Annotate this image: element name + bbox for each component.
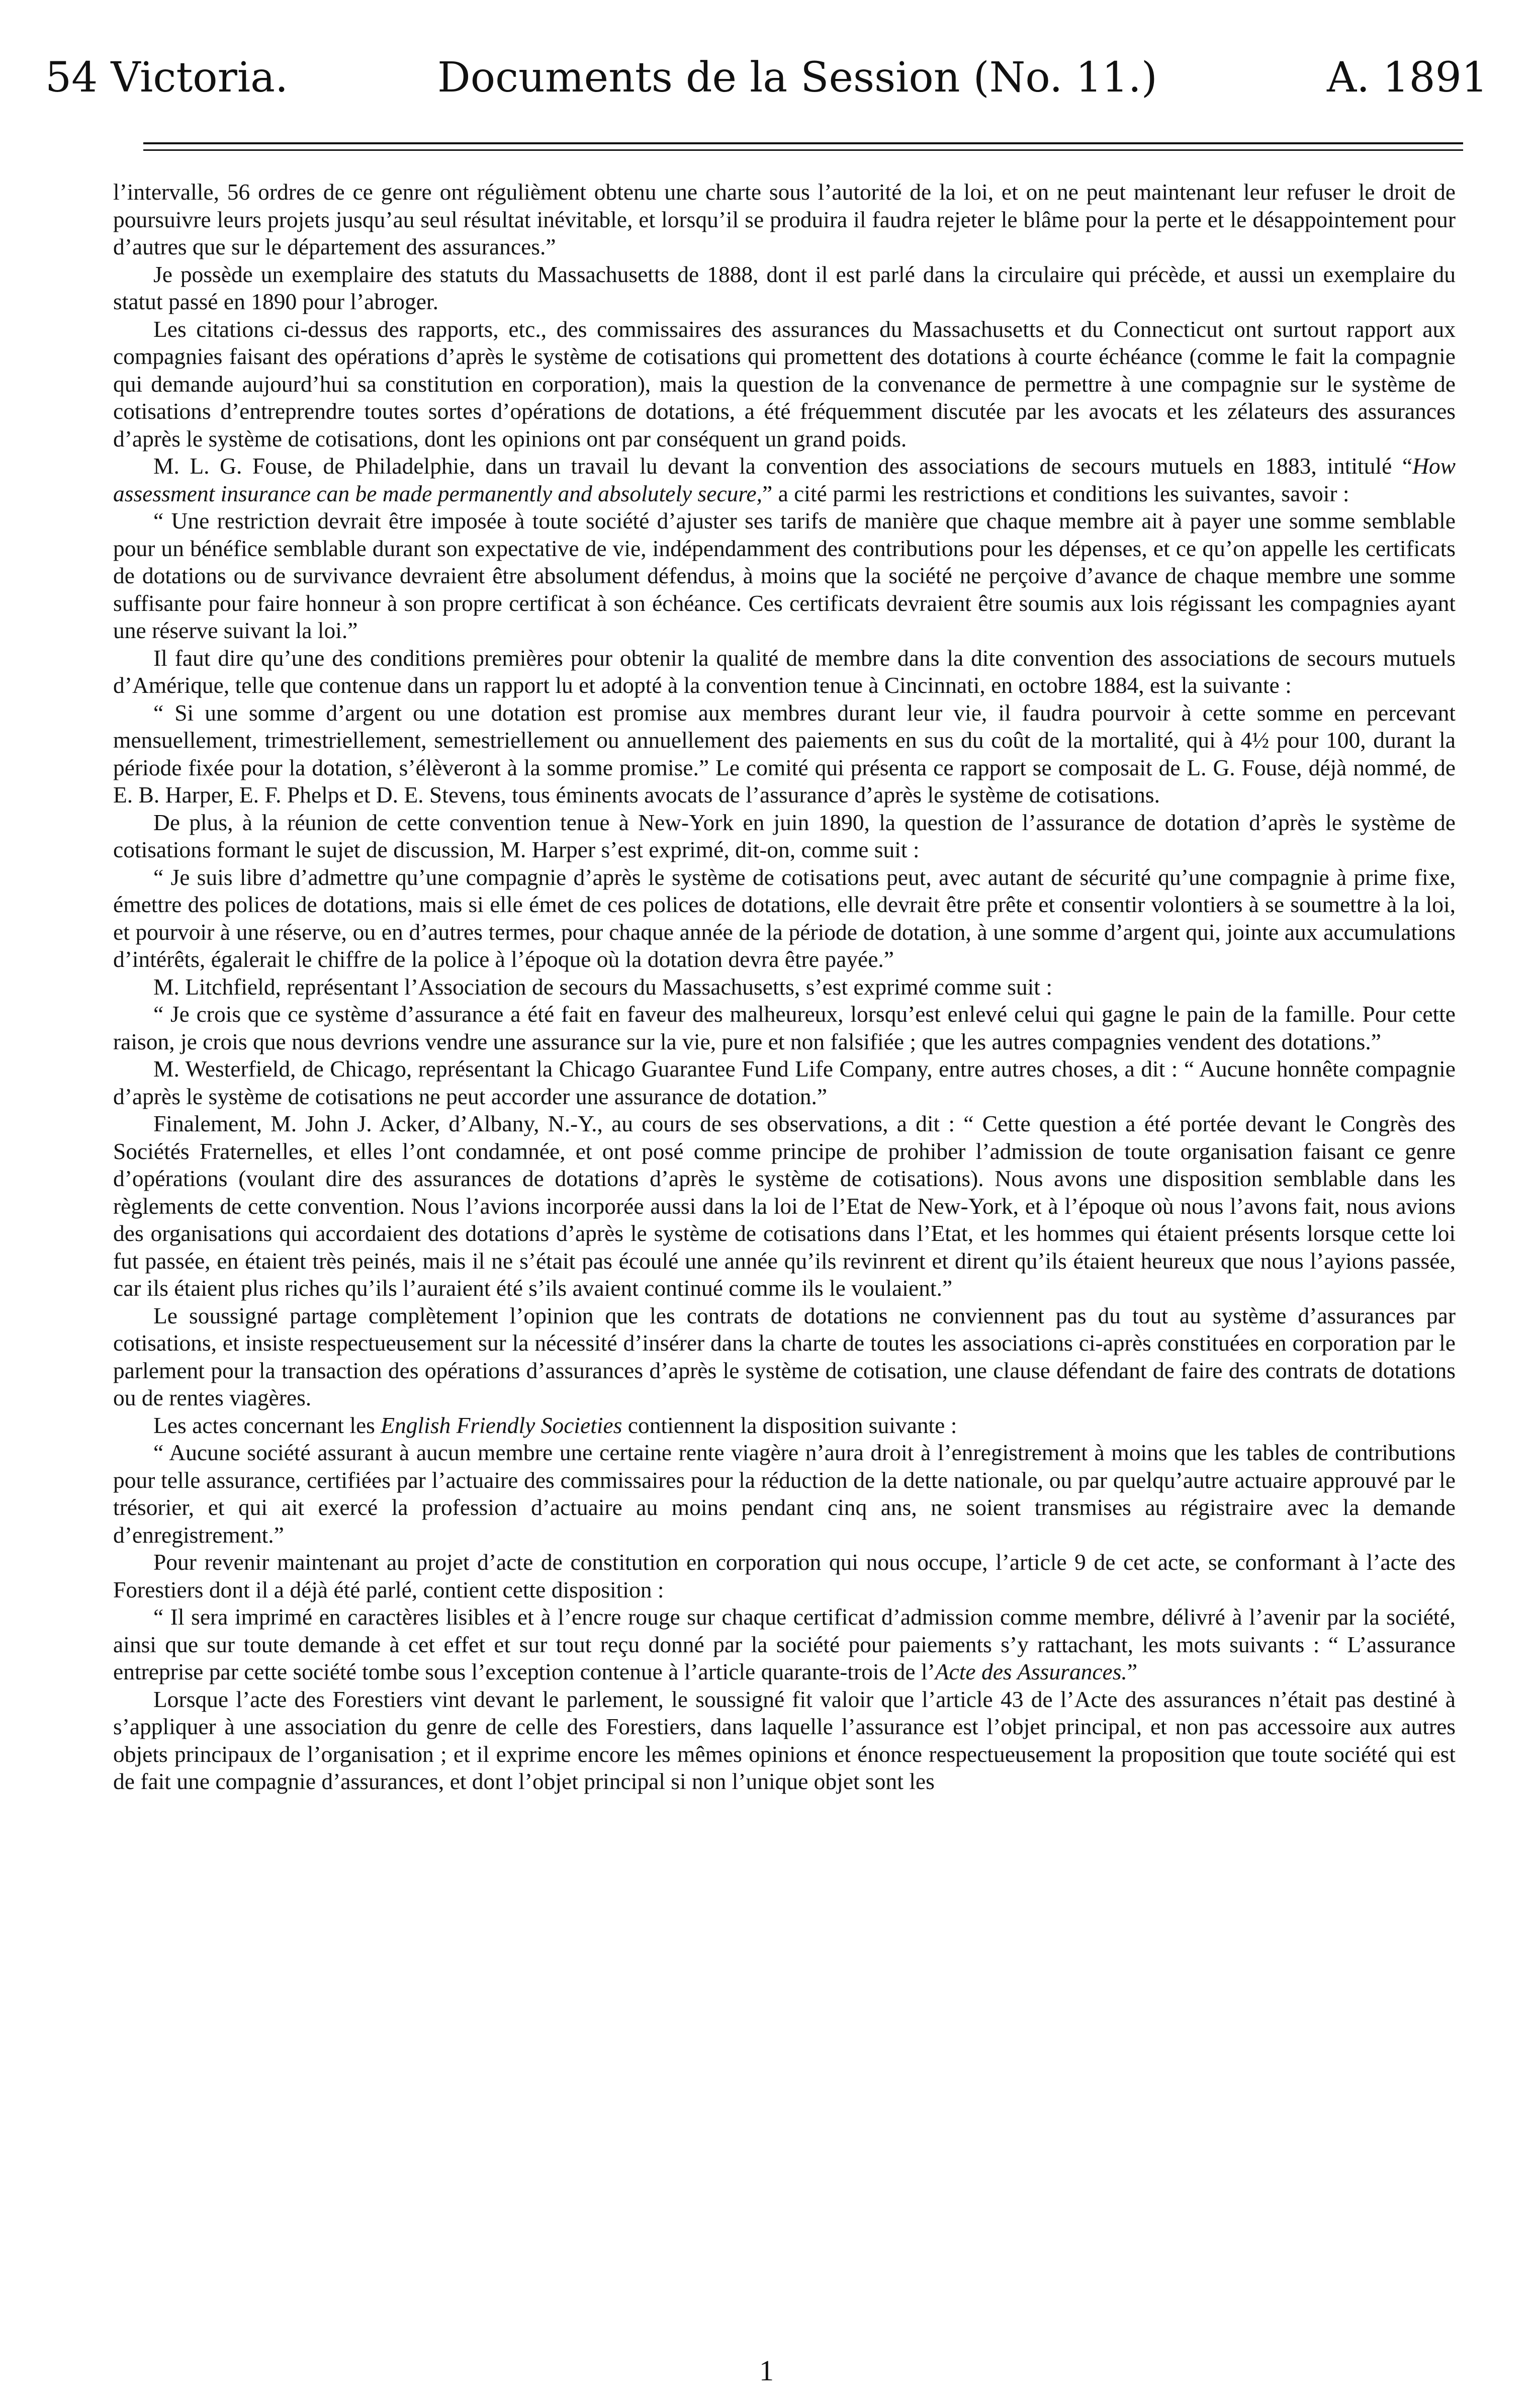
paragraph: M. Litchfield, représentant l’Association de secours du Massachusetts, s’est exprimé comme suit : <box>153 973 1052 1000</box>
paragraph: Le soussigné partage complètement l’opinion que les contrats de dotations ne conviennent pas du tout au système d’assurances par cotisations, et insiste respectueusement sur la nécessité d’insérer dans la charte de toutes les associations ci-après constituées en corporation par le parlement pour la transaction des opérations d’assurances d’après le système de cotisation, une clause défendant de faire des contrats de dotations ou de rentes viagères. <box>113 1302 1456 1410</box>
paragraph: Il faut dire qu’une des conditions premières pour obtenir la qualité de membre dans la dite convention des associations de secours mutuels d’Amérique, telle que contenue dans un rapport lu et adopté à la convention tenue à Cincinnati, en octobre 1884, est la suivante : <box>113 645 1456 698</box>
header-rule-top <box>143 142 1463 144</box>
header-regnal-year: 54 Victoria. <box>45 54 289 102</box>
running-header <box>45 48 1488 108</box>
paragraph: Je possède un exemplaire des statuts du Massachusetts de 1888, dont il est parlé dans la circulaire qui précède, et aussi un exemplaire du statut passé en 1890 pour l’abroger. <box>113 261 1456 314</box>
quotation-paragraph: “ Je crois que ce système d’assurance a été fait en faveur des malheureux, lorsqu’est enlevé celui qui gagne le pain de la famille. Pour cette raison, je crois que nous devrions vendre une assurance sur la vie, pure et non falsifiée ; que les autres compagnies vendent des dotations.” <box>113 1001 1456 1054</box>
paragraph-text: ” a cité parmi les restrictions et conditions les suivantes, savoir : <box>762 480 1349 506</box>
quotation-paragraph: “ Une restriction devrait être imposée à toute société d’ajuster ses tarifs de manière que chaque membre ait à payer une somme semblable pour un bénéfice semblable durant son expectative de vie, indépendamment des contributions pour les dépenses, et ce qu’on appelle les certificats de dotations ou de survivance devraient être absolument défendus, à moins que la société ne perçoive d’avance de chaque membre une somme suffisante pour faire honneur à son propre certificat à son échéance. Ces certificats devraient être soumis aux lois régissant les compagnies ayant une réserve suivant la loi.” <box>113 508 1456 643</box>
quotation-paragraph: “ Si une somme d’argent ou une dotation est promise aux membres durant leur vie, il faudra pourvoir à cette somme en percevant mensuellement, trimestriellement, semestriellement ou annuellement des paiements en sus du coût de la mortalité, qui à 4½ pour 100, durant la période fixée pour la dotation, s’élèveront à la somme promise.” Le comité qui présenta ce rapport se composait de L. G. Fouse, déjà nommé, de E. B. Harper, E. F. Phelps et D. E. Stevens, tous éminents avocats de l’assurance d’après le système de cotisations. <box>113 699 1456 808</box>
paragraph <box>113 453 1456 507</box>
paragraph: De plus, à la réunion de cette convention tenue à New-York en juin 1890, la question de l’assurance de dotation d’après le système de cotisations formant le sujet de discussion, M. Harper s’est exprimé, dit-on, comme suit : <box>113 809 1456 862</box>
paragraph: Finalement, M. John J. Acker, d’Albany, N.-Y., au cours de ses observations, a dit : “ Cette question a été portée devant le Congrès des Sociétés Fraternelles, et elles l’ont condamnée, et ont posé comme principe de prohiber l’admission de toute organisation faisant ce genre d’opérations (voulant dire des assurances de dotations d’après le système de cotisations). Nous avons une disposition semblable dans les règlements de cette convention. Nous l’avions incorporée aussi dans la loi de l’Etat de New-York, et à l’époque où nous l’avons fait, nous avions des organisations qui accordaient des dotations d’après le système de cotisations dans l’Etat, et les hommes qui étaient présents lorsque cette loi fut passée, en étaient très peinés, mais il ne s’était pas écoulé une année qu’ils revinrent et dirent qu’ils étaient heureux que nous l’ayions passée, car ils étaient plus riches qu’ils l’auraient été s’ils avaient continué comme ils le voulaient.” <box>113 1111 1456 1301</box>
header-title: Documents de la Session (No. 11.) <box>437 54 1157 102</box>
paragraph: Lorsque l’acte des Forestiers vint devant le parlement, le soussigné fit valoir que l’article 43 de l’Acte des assurances n’était pas destiné à s’appliquer à une association du genre de celle des Forestiers, dans laquelle l’assurance est l’objet principal, et non pas accessoire aux autres objets principaux de l’organisation ; et il exprime encore les mêmes opinions et énonce respectueusement la proposition que toute société qui est de fait une compagnie d’assurances, et dont l’objet principal si non l’unique objet sont les <box>113 1686 1456 1794</box>
body-text <box>113 179 1456 1796</box>
page-number: 1 <box>759 2354 774 2387</box>
header-year: A. 1891 <box>1326 54 1488 102</box>
paragraph-text: contiennent la disposition suivante : <box>622 1412 957 1438</box>
paragraph: M. Westerfield, de Chicago, représentant la Chicago Guarantee Fund Life Company, entre autres choses, a dit : “ Aucune honnête compagnie d’après le système de cotisations ne peut accorder une assurance de dotation.” <box>113 1056 1456 1109</box>
quotation-paragraph: “ Aucune société assurant à aucun membre une certaine rente viagère n’aura droit à l’enregistrement à moins que les tables de contributions pour telle assurance, certifiées par l’actuaire des commissaires pour la réduction de la dette nationale, ou par quelqu’autre actuaire approuvé par le trésorier, et qui ait exercé la profession d’actuaire au moins pendant cinq ans, ne soient transmises au régistraire avec la demande d’enregistrement.” <box>113 1440 1456 1548</box>
quotation-paragraph: “ Je suis libre d’admettre qu’une compagnie d’après le système de cotisations peut, avec autant de sécurité qu’une compagnie à prime fixe, émettre des polices de dotations, mais si elle émet de ces polices de dotations, elle devrait être prête et consentir volontiers à se soumettre à la loi, et pourvoir à une réserve, ou en d’autres termes, pour chaque année de la période de dotation, à une somme d’argent qui, jointe aux accumulations d’intérêts, égalerait le chiffre de la police à l’époque où la dotation devra être payée.” <box>113 864 1456 972</box>
paragraph <box>113 1412 1456 1440</box>
italic-title: How assessment insurance can be made permanently and absolutely secure, <box>113 453 1456 506</box>
quotation-paragraph <box>113 1603 1456 1686</box>
paragraph: l’intervalle, 56 ordres de ce genre ont régulièment obtenu une charte sous l’autorité de la loi, et on ne peut maintenant leur refuser le droit de poursuivre leurs projets jusqu’au seul résultat inévitable, et lorsqu’il se produira il faudra rejeter le blâme pour la perte et le désappointement pour d’autres que sur le département des assurances.” <box>113 179 1456 259</box>
paragraph-text: ” <box>1127 1659 1138 1684</box>
italic-title: Acte des Assurances. <box>935 1659 1127 1684</box>
paragraph: Les citations ci-dessus des rapports, etc., des commissaires des assurances du Massachusetts et du Connecticut ont surtout rapport aux compagnies faisant des opérations d’après le système de cotisations qui promettent des dotations à courte échéance (comme le fait la compagnie qui demande aujourd’hui sa constitution en corporation), mais la question de la convenance de permettre à une compagnie sur le système de cotisations d’entreprendre toutes sortes d’opérations de dotations, a été fréquemment discutée par les avocats et les zélateurs des assurances d’après le système de cotisations, dont les opinions ont par conséquent un grand poids. <box>113 316 1456 452</box>
paragraph: Pour revenir maintenant au projet d’acte de constitution en corporation qui nous occupe, l’article 9 de cet acte, se conformant à l’acte des Forestiers dont il a déjà été parlé, contient cette disposition : <box>113 1549 1456 1602</box>
header-rule-bottom <box>143 149 1463 151</box>
paragraph-text: M. L. G. Fouse, de Philadelphie, dans un travail lu devant la convention des associations de secours mutuels en 1883, intitulé “ <box>153 453 1413 479</box>
paragraph-text: Les actes concernant les <box>153 1412 381 1438</box>
paragraph-text: “ Il sera imprimé en caractères lisibles et à l’encre rouge sur chaque certificat d’admission comme membre, délivré à l’avenir par la société, ainsi que sur toute demande à cet effet et sur tout reçu donné par la société pour paiements s’y rattachant, les mots suivants : “ L’assurance entreprise par cette société tombe sous l’exception contenue à l’article quarante-trois de l’ <box>113 1604 1456 1684</box>
italic-title: English Friendly Societies <box>381 1412 622 1438</box>
